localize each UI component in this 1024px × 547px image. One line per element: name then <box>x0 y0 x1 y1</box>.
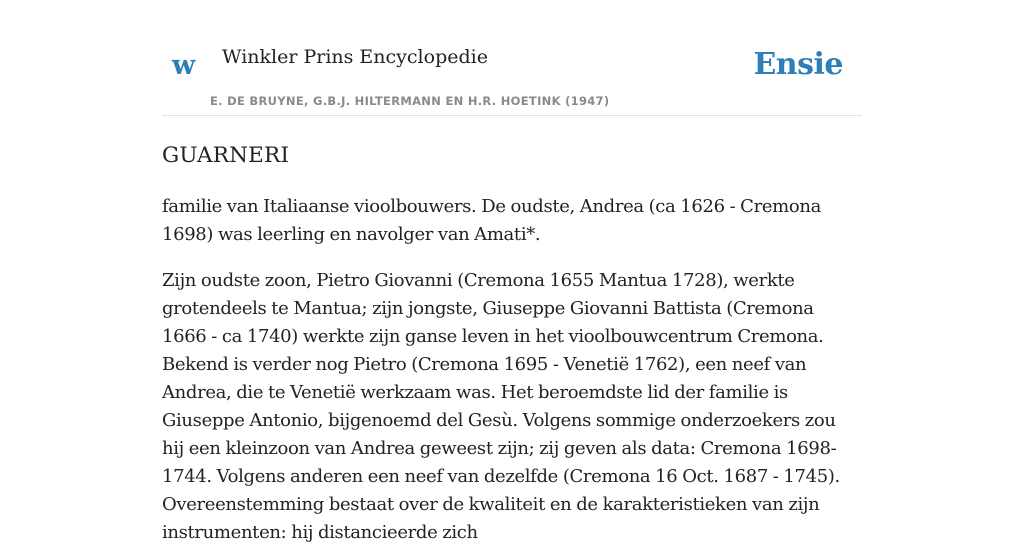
page <box>162 0 862 543</box>
entry-title: GUARNERI <box>162 143 290 168</box>
article-paragraph-2: Zijn oudste zoon, Pietro Giovanni (Cremona 1655 Mantua 1728), werkte grotendeels te Mantua; zijn jongste, Giuseppe Giovanni Battista (Cremona 1666 - ca 1740) werkte zijn ganse leven in het vioolbouwcentrum Cremona. Bekend is verder nog Pietro (Cremona 1695 - Venetië 1762), een neef van Andrea, die te Venetië werkzaam was. Het beroemdste lid der familie is Giuseppe Antonio, bijgenoemd del Gesù. Volgens sommige onderzoekers zou hij een kleinzoon van Andrea geweest zijn; zij geven als data: Cremona 1698-1744. Volgens anderen een neef van dezelfde (Cremona 16 Oct. 1687 - 1745). Overeenstemming bestaat over de kwaliteit en de karakteristieken van zijn instrumenten: hij distancieerde zich <box>162 269 840 543</box>
source-header <box>162 0 862 116</box>
source-authors: E. DE BRUYNE, G.B.J. HILTERMANN EN H.R. HOETINK (1947) <box>210 94 610 108</box>
source-title-link[interactable]: Winkler Prins Encyclopedie <box>222 46 488 68</box>
ensie-logo[interactable]: Ensie <box>753 47 843 82</box>
article-paragraph-1: familie van Italiaanse vioolbouwers. De oudste, Andrea (ca 1626 - Cremona 1698) was leerling en navolger van Amati*. <box>162 195 821 245</box>
source-logo-icon[interactable]: w <box>172 50 196 81</box>
